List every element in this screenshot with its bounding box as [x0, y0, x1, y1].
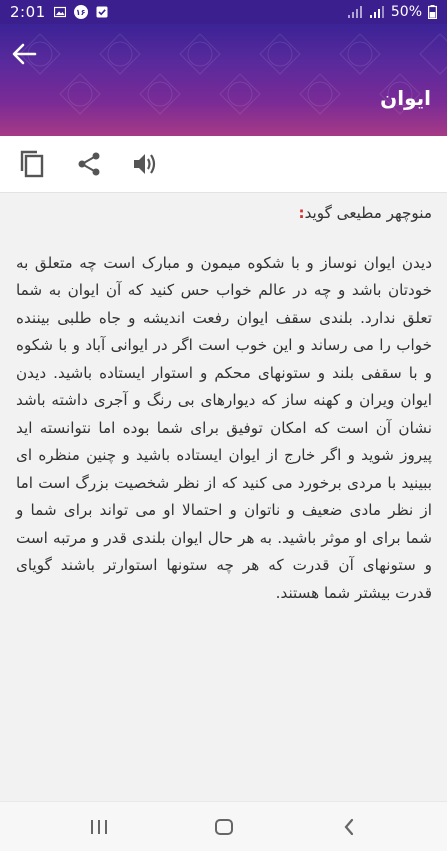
home-icon: [214, 818, 234, 836]
wifi-icon: [369, 6, 385, 18]
signal-icon: [347, 6, 363, 18]
author-line: [16, 200, 432, 228]
page-title: ایوان: [380, 86, 431, 110]
article-body: دیدن ایوان نوساز و با شکوه میمون و مبارک است چه متعلق به خودتان باشد و چه در عالم خواب حس کنید که آن ایوان به شما تعلق ندارد. بلندی سقف ایوان رفعت اندیشه و جاه طلبی بیننده خواب را می رساند و این خوب است اگر در ایوانی آباد و با شکوه و با سقفی بلند و ستونهای محکم و استوار ایستاده باشید. دیدن ایوان ویران و کهنه ساز که دیوارهای بی رنگ و آجری داشته باشد نشان آن است که امکان توفیق برای شما بوده اما نتوانسته اید پیروز شوید و اگر خارج از ایوان ایستاده باشید و چنین منظره ای ببینید با مردی برخورد می کنید که از نظر شخصیت بزرگ است اما از نظر مادی ضعیف و ناتوان و احتمالا او می تواند برای شما و شما برای او موثر باشید. به هر حال ایوان بلندی قدر و مرتبه است و ستونهای آن قدرت که هر چه ستونها استوارتر باشند گویای قدرت بیشتر شما هستند.: [16, 253, 432, 602]
back-button[interactable]: [8, 38, 40, 70]
article-content: [16, 200, 432, 607]
system-back-button[interactable]: [334, 814, 364, 840]
copy-icon: [18, 149, 46, 179]
app-header: [0, 24, 447, 136]
home-button[interactable]: [209, 814, 239, 840]
author-name: منوچهر مطیعی گوید: [304, 204, 432, 222]
author-colon: :: [298, 204, 305, 222]
arrow-back-icon: [11, 43, 37, 65]
play-audio-button[interactable]: [129, 148, 161, 180]
status-left: [10, 3, 108, 21]
system-nav-bar: [0, 801, 447, 851]
back-icon: [342, 818, 356, 836]
share-button[interactable]: [73, 148, 105, 180]
image-icon: [54, 6, 66, 18]
copy-button[interactable]: [16, 148, 48, 180]
check-icon: [96, 6, 108, 18]
recents-button[interactable]: [84, 814, 114, 840]
header-pattern: [0, 24, 447, 136]
status-time: 2:01: [10, 3, 46, 21]
action-toolbar: [0, 136, 447, 193]
battery-icon: [428, 5, 437, 19]
battery-percent: 50%: [390, 4, 422, 20]
status-right: [347, 4, 437, 20]
share-icon: [76, 151, 102, 177]
status-bar: [0, 0, 447, 24]
notification-badge: ۱۶: [74, 5, 88, 19]
volume-icon: [131, 151, 159, 177]
recents-icon: [89, 818, 109, 836]
